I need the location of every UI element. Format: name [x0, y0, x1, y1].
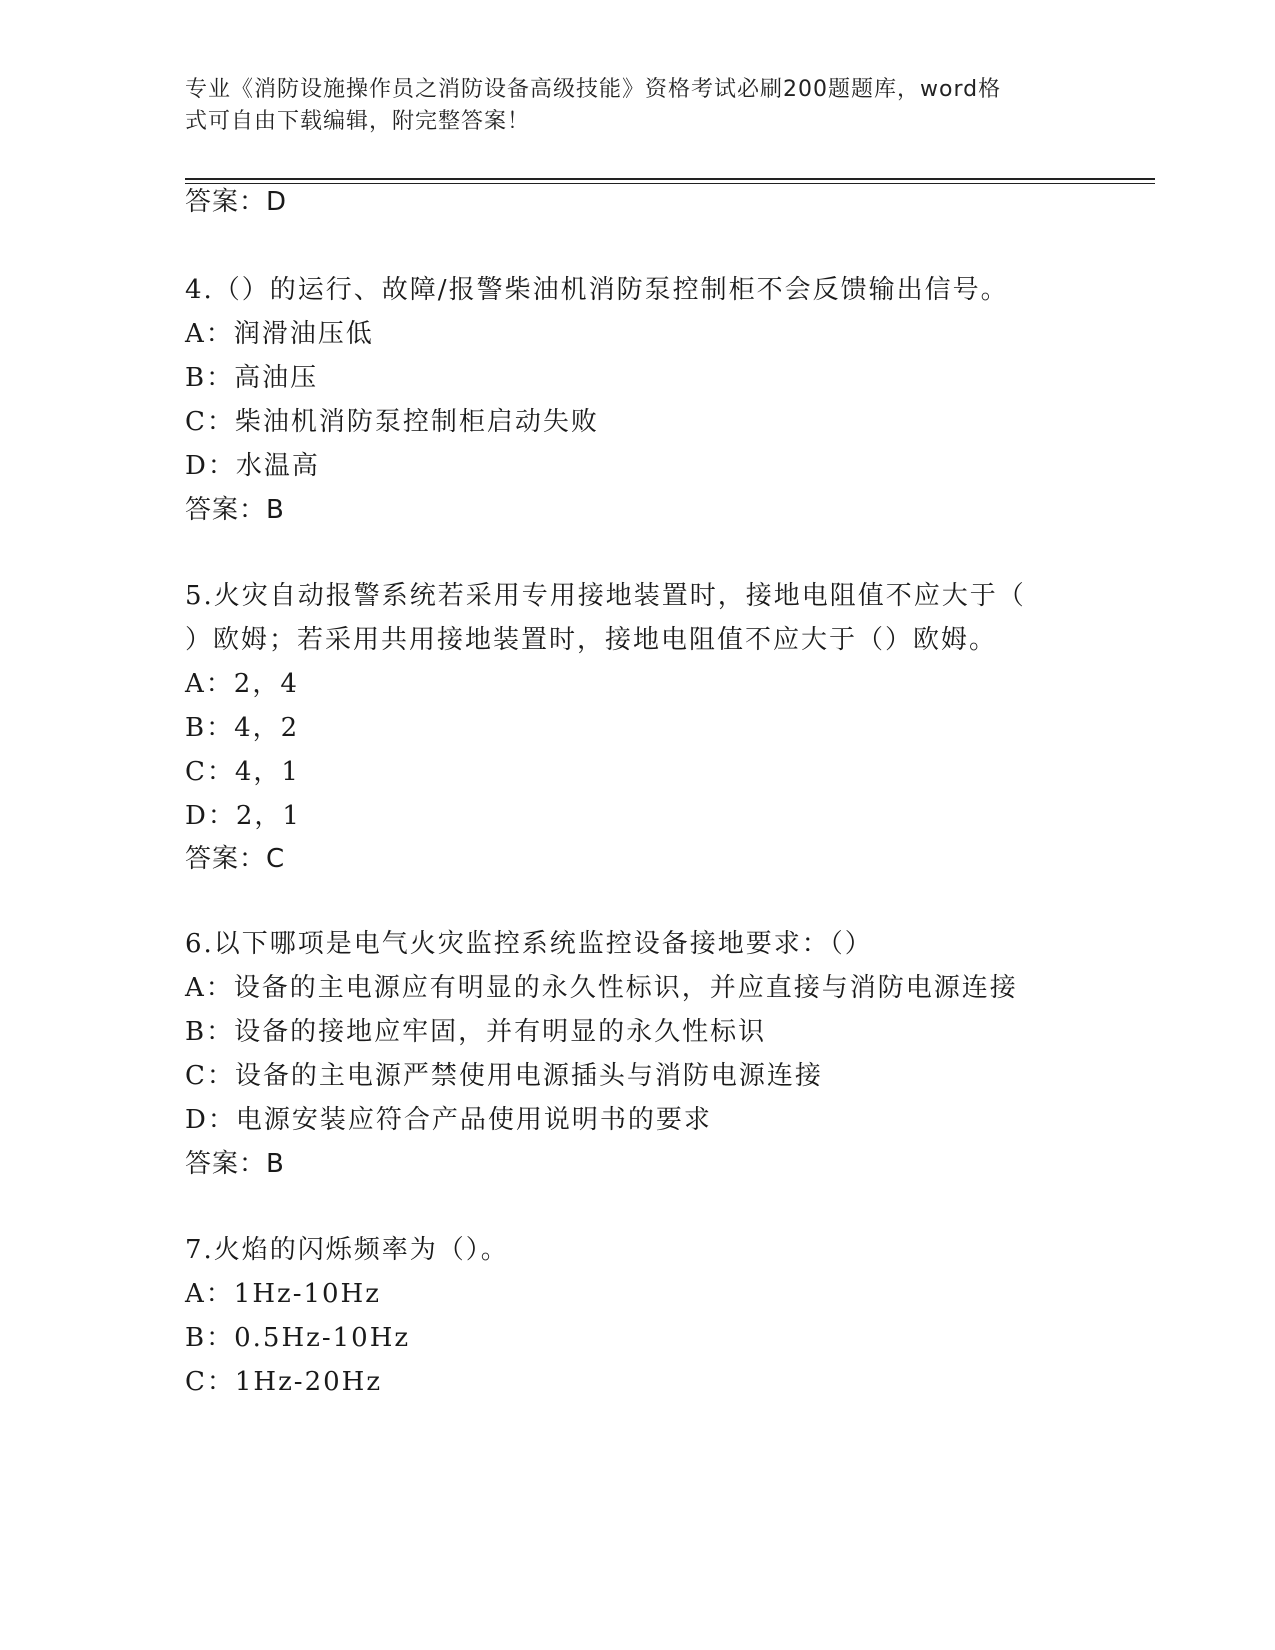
header-line-2: 式可自由下载编辑，附完整答案！ — [185, 109, 531, 134]
question-stem: 5.火灾自动报警系统若采用专用接地装置时，接地电阻值不应大于（ — [185, 581, 1026, 611]
question-stem: 7.火焰的闪烁频率为（）。 — [185, 1235, 509, 1265]
option-d: D：电源安装应符合产品使用说明书的要求 — [185, 1105, 712, 1135]
option-d: D：2，1 — [185, 801, 301, 831]
answer: 答案：C — [185, 844, 286, 874]
header-divider-thin — [185, 183, 1155, 184]
option-a: A：2，4 — [185, 669, 299, 699]
option-c: C：柴油机消防泵控制柜启动失败 — [185, 407, 599, 437]
option-c: C：1Hz-20Hz — [185, 1367, 383, 1397]
option-d: D：水温高 — [185, 451, 320, 481]
previous-answer: 答案：D — [185, 187, 288, 217]
option-b: B：设备的接地应牢固，并有明显的永久性标识 — [185, 1017, 767, 1047]
question-stem: 4.（）的运行、故障/报警柴油机消防泵控制柜不会反馈输出信号。 — [185, 275, 1009, 305]
option-a: A：设备的主电源应有明显的永久性标识，并应直接与消防电源连接 — [185, 973, 1018, 1003]
option-a: A：1Hz-10Hz — [185, 1279, 381, 1309]
option-b: B：高油压 — [185, 363, 319, 393]
option-c: C：4，1 — [185, 757, 300, 787]
question-stem-continued: ）欧姆；若采用共用接地装置时，接地电阻值不应大于（）欧姆。 — [185, 625, 998, 655]
option-b: B：0.5Hz-10Hz — [185, 1323, 411, 1353]
answer: 答案：B — [185, 495, 285, 525]
answer: 答案：B — [185, 1149, 285, 1179]
option-a: A：润滑油压低 — [185, 319, 374, 349]
question-stem: 6.以下哪项是电气火灾监控系统监控设备接地要求：（） — [185, 929, 873, 959]
document-header — [185, 74, 1065, 138]
option-c: C：设备的主电源严禁使用电源插头与消防电源连接 — [185, 1061, 823, 1091]
header-line-1: 专业《消防设施操作员之消防设备高级技能》资格考试必刷200题题库，word格 — [185, 77, 1002, 102]
header-divider-thick — [185, 178, 1155, 180]
option-b: B：4，2 — [185, 713, 300, 743]
